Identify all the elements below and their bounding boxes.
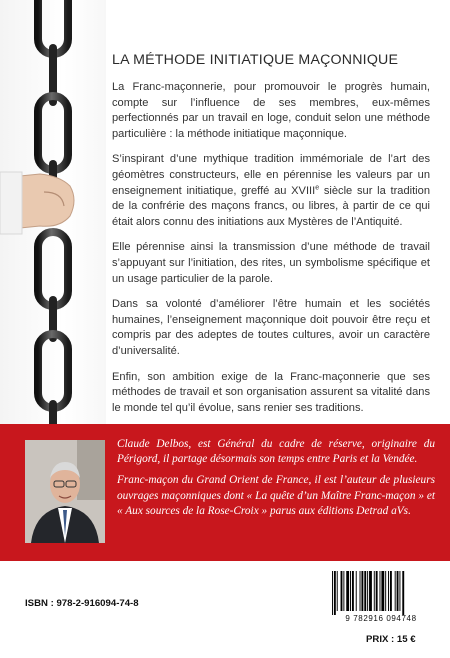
barcode-bar xyxy=(334,571,336,615)
barcode-bar xyxy=(361,571,363,611)
barcode-bar xyxy=(376,571,378,611)
barcode-bar xyxy=(385,571,386,611)
paragraph-2-part-1: S’inspirant d’une mythique tradition immémoriale de l’art des géomètres constructeurs, elle en pérennise les valeurs par un enseignement initiatique, greffé au XVIII xyxy=(112,153,430,197)
barcode-bar xyxy=(360,571,361,611)
barcode-bar xyxy=(390,571,392,611)
barcode-bar xyxy=(356,571,357,611)
barcode-bar xyxy=(381,571,384,611)
author-bio xyxy=(117,437,435,525)
price-label: PRIX : 15 € xyxy=(366,634,416,645)
barcode-bar xyxy=(346,571,349,611)
barcode-bar xyxy=(399,571,400,611)
barcode-bar xyxy=(388,571,389,611)
shirt-cuff xyxy=(0,172,22,234)
paragraph-2 xyxy=(112,152,430,230)
chain-with-hand-image xyxy=(0,0,106,424)
barcode-bar xyxy=(374,571,375,611)
century-superscript: e xyxy=(315,183,320,191)
chain-link xyxy=(38,334,68,408)
chain-illustration xyxy=(0,0,106,424)
barcode-bar xyxy=(367,571,368,611)
paragraph-4: Dans sa volonté d’améliorer l’être humain et les sociétés humaines, l’enseignement maçonnique doit pouvoir être reçu et compris par des adeptes de toutes cultures, avoir un caractère d’universalité. xyxy=(112,298,430,357)
author-bio-paragraph-1: Claude Delbos, est Général du cadre de réserve, originaire du Périgord, il partage désormais son temps entre Paris et la Vendée. xyxy=(117,438,435,466)
barcode-bar xyxy=(337,571,338,611)
author-portrait-image xyxy=(25,440,105,543)
paragraph-3: Elle pérennise ainsi la transmission d’une méthode de travail s’appuyant sur l’initiation, des rites, un symbolisme spécifique et un usage particulier de la parole. xyxy=(112,241,430,285)
barcode-digits: 9 782916 094748 xyxy=(345,614,417,623)
barcode-bar xyxy=(364,571,366,611)
paragraph-2-part-2: siècle sur la tradition de la confrérie des maçons francs, ou libres, à partir de ce qui était alors connu des initiations aux Mystères de l’Antiquité. xyxy=(112,184,430,228)
barcode-bar xyxy=(352,571,354,611)
barcode-bars xyxy=(326,571,436,615)
chain-link-side xyxy=(49,400,57,424)
author-bio-paragraph-2: Franc-maçon du Grand Orient de France, il est l’auteur de plusieurs ouvrages maçonniques dont « La quête d’un Maître Franc-maçon » et « Aux sources de la Rose-Croix » parus aux éditions Detrad aVs. xyxy=(117,474,435,517)
barcode-bar xyxy=(402,571,404,615)
description-text xyxy=(112,80,430,426)
barcode-bar xyxy=(341,571,343,611)
barcode-bar xyxy=(350,571,351,611)
chain-link xyxy=(38,96,68,170)
paragraph-5: Enfin, son ambition exige de la Franc-maçonnerie que ses méthodes de travail et son organisation assurent sa vitalité dans le monde tel qu’il évolue, sans renier ses traditions. xyxy=(112,370,430,414)
barcode-bar xyxy=(397,571,399,611)
barcode-bar xyxy=(332,571,333,615)
isbn-label: ISBN : 978-2-916094-74-8 xyxy=(25,598,139,609)
barcode-bar xyxy=(343,571,344,611)
book-title: LA MÉTHODE INITIATIQUE MAÇONNIQUE xyxy=(112,52,399,68)
barcode-bar xyxy=(395,571,396,611)
barcode-bar xyxy=(369,571,372,611)
chain-link xyxy=(38,232,68,306)
paragraph-1: La Franc-maçonnerie, pour promouvoir le progrès humain, compte sur l’influence de ses membres, eux-mêmes perfectionnés par un travail en loge, conduit selon une méthode particulière : la méthode initiatique maçonnique. xyxy=(112,81,430,140)
barcode-bar xyxy=(380,571,381,611)
author-photo xyxy=(25,440,105,543)
